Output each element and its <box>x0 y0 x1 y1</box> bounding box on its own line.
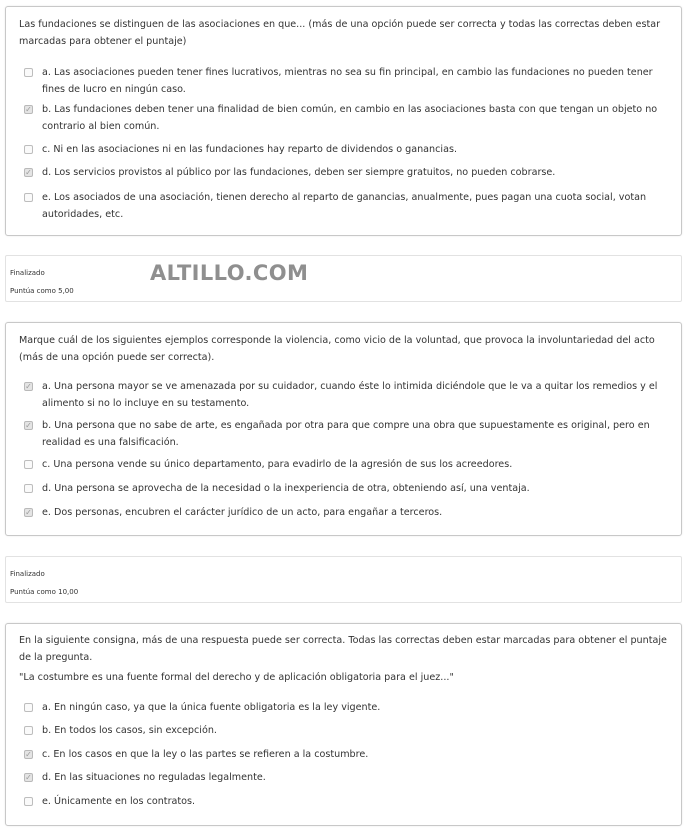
answer-option-d[interactable] <box>24 481 667 498</box>
checkbox-b[interactable] <box>24 726 33 735</box>
option-label: c. En los casos en que la ley o las partes se refieren a la costumbre. <box>42 749 369 760</box>
checkbox-c[interactable] <box>24 145 33 154</box>
answer-option-c[interactable] <box>24 457 667 474</box>
question-card-3 <box>5 623 682 826</box>
option-label: e. Dos personas, encubren el carácter jurídico de un acto, para engañar a terceros. <box>42 507 443 518</box>
watermark-text: ALTILLO.COM <box>150 261 309 285</box>
question-text: Marque cuál de los siguientes ejemplos corresponde la violencia, como vicio de la voluntad, que provoca la involuntariedad del acto (más de una opción puede ser correcta). <box>19 335 655 363</box>
checkbox-c[interactable]: ✓ <box>25 750 32 759</box>
checkbox-a[interactable] <box>24 68 33 77</box>
option-label: b. Una persona que no sabe de arte, es engañada por otra para que compre una obra que supuestamente es original, pero en realidad es una falsificación. <box>42 420 650 448</box>
answer-option-e[interactable] <box>24 190 667 223</box>
answer-option-d[interactable] <box>24 770 667 787</box>
option-label: e. Los asociados de una asociación, tienen derecho al reparto de ganancias, anualmente, pues pagan una cuota social, votan autoridades, etc. <box>42 192 647 220</box>
checkbox-a[interactable] <box>24 703 33 712</box>
option-label: e. Únicamente en los contratos. <box>42 796 196 807</box>
option-label: b. Las fundaciones deben tener una finalidad de bien común, en cambio en las asociaciones basta con que tengan un objeto no contrario al bien común. <box>42 104 658 132</box>
option-label: a. En ningún caso, ya que la única fuente obligatoria es la ley vigente. <box>42 702 381 713</box>
option-label: d. En las situaciones no reguladas legalmente. <box>42 772 266 783</box>
option-label: d. Una persona se aprovecha de la necesidad o la inexperiencia de otra, obteniendo así, una ventaja. <box>42 483 530 494</box>
checkbox-e[interactable] <box>24 797 33 806</box>
option-label: c. Una persona vende su único departamento, para evadirlo de la agresión de sus los acreedores. <box>42 459 513 470</box>
status-label: Finalizado <box>10 269 45 277</box>
score-label: Puntúa como 10,00 <box>10 588 79 596</box>
answer-option-c[interactable] <box>24 747 667 764</box>
answer-option-a[interactable] <box>24 379 667 412</box>
option-label: a. Las asociaciones pueden tener fines lucrativos, mientras no sea su fin principal, en cambio las fundaciones no pueden tener fines de lucro en ningún caso. <box>42 67 653 95</box>
question-card-2 <box>5 322 682 536</box>
checkbox-b[interactable]: ✓ <box>25 105 32 114</box>
option-label: b. En todos los casos, sin excepción. <box>42 725 217 736</box>
question-text: Las fundaciones se distinguen de las asociaciones en que... (más de una opción puede ser correcta y todas las correctas deben estar marcadas para obtener el puntaje) <box>19 19 661 47</box>
answer-option-b[interactable] <box>24 418 667 451</box>
answer-option-e[interactable] <box>24 794 667 811</box>
option-label: d. Los servicios provistos al público por las fundaciones, deben ser siempre gratuitos, no pueden cobrarse. <box>42 167 556 178</box>
score-label: Puntúa como 5,00 <box>10 287 74 295</box>
checkbox-b[interactable]: ✓ <box>25 421 32 430</box>
answer-option-b[interactable] <box>24 723 667 740</box>
checkbox-a[interactable]: ✓ <box>25 382 32 391</box>
question-info-2 <box>5 556 682 603</box>
answer-option-b[interactable] <box>24 102 667 135</box>
checkbox-d[interactable]: ✓ <box>25 168 32 177</box>
checkbox-d[interactable]: ✓ <box>25 773 32 782</box>
option-label: c. Ni en las asociaciones ni en las fundaciones hay reparto de dividendos o ganancias. <box>42 144 457 155</box>
answer-option-e[interactable] <box>24 505 667 522</box>
status-label: Finalizado <box>10 570 45 578</box>
answer-option-d[interactable] <box>24 165 667 182</box>
answer-option-c[interactable] <box>24 142 667 159</box>
question-text: En la siguiente consigna, más de una respuesta puede ser correcta. Todas las correctas deben estar marcadas para obtener el puntaje de la pregunta. <box>19 635 667 663</box>
question-card-1 <box>5 6 682 236</box>
question-quote: "La costumbre es una fuente formal del derecho y de aplicación obligatoria para el juez..." <box>19 672 454 683</box>
checkbox-c[interactable] <box>24 460 33 469</box>
checkbox-e[interactable]: ✓ <box>25 508 32 517</box>
checkbox-e[interactable] <box>24 193 33 202</box>
question-info-1 <box>5 255 682 302</box>
checkbox-d[interactable] <box>24 484 33 493</box>
answer-option-a[interactable] <box>24 65 667 98</box>
answer-option-a[interactable] <box>24 700 667 717</box>
option-label: a. Una persona mayor se ve amenazada por su cuidador, cuando éste lo intimida diciéndole que le va a quitar los remedios y el alimento si no lo incluye en su testamento. <box>42 381 658 409</box>
